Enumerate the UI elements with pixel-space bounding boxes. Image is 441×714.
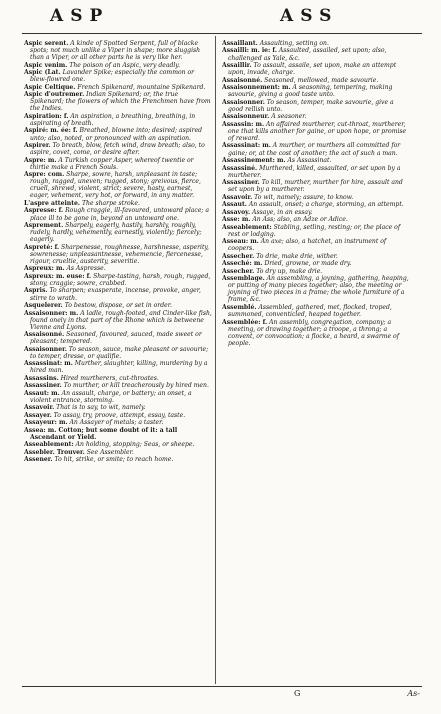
entry-definition: See Assembler. xyxy=(86,448,134,456)
entry-headword: Assassinement: m. xyxy=(222,157,286,165)
entry-definition: Lavander Spike; especially the common or blew-flowred one. xyxy=(30,69,195,84)
entry-headword: Asquelerer. xyxy=(24,302,63,310)
signature-mark: G xyxy=(294,689,301,698)
entry-headword: Assaut: m. xyxy=(24,389,60,397)
entry-definition: A ladle, rough-footed, and Cinder-like fish, found onely in that part of the Rhone which is betweene Vienne and Lyons. xyxy=(30,309,212,331)
dictionary-entry xyxy=(24,287,212,301)
entry-definition: An assembly, congregation, company; a meeting, or drawing together; a troope, a throng; a convent, or convocation; a flocke, a heard, a swarme of people. xyxy=(228,318,399,347)
entry-headword: Aspiration: f. xyxy=(24,112,69,120)
entry-headword: Assassiné. xyxy=(222,164,258,172)
entry-headword: Assemblé. xyxy=(222,303,257,311)
entry-definition: An axe; also, a hatchet, an instrument of coopers. xyxy=(228,238,387,253)
running-header xyxy=(22,6,422,32)
dictionary-entry xyxy=(222,99,410,113)
dictionary-entry xyxy=(24,456,212,463)
entry-definition: Dried, growne, or made dry. xyxy=(264,260,352,268)
entry-headword: Assener. xyxy=(24,456,53,464)
dictionary-entry xyxy=(222,260,410,267)
entry-definition: An Ass; also, an Adze or Adice. xyxy=(252,216,348,224)
entry-definition: To assay, try, proove, attempt, essay, taste. xyxy=(53,411,186,419)
entry-definition: An assault, charge, or battery; an onset, a violent entrance, storming. xyxy=(30,389,192,404)
entry-headword: Aspic d'outremer. xyxy=(24,91,85,99)
dictionary-entry xyxy=(222,201,410,208)
entry-definition: The poison of an Aspic, very deadly. xyxy=(69,61,180,69)
entry-definition: A kinde of Spotted Serpent, full of blacke spots; not much unlike a Viper in shape; more sluggish than a Viper, or all other parts he is very like her. xyxy=(30,40,201,62)
dictionary-entry xyxy=(24,142,212,156)
entry-headword: Aspreux: m. xyxy=(24,265,65,273)
entry-definition: Seasoned, favoured, sauced, made sweet or pleasant; tempered. xyxy=(30,331,202,346)
entry-definition: Hired murtherers, cut-throates. xyxy=(60,374,159,382)
entry-headword: Aspre: com. xyxy=(24,171,65,179)
entry-definition: Seasoned, mellowed, made savourie. xyxy=(264,76,379,84)
entry-headword: Aspreux: m. euse: f. xyxy=(24,272,92,280)
entry-headword: Assebler. Trouver. xyxy=(24,448,85,456)
entry-headword: Assemblée: f. xyxy=(222,318,268,326)
right-column xyxy=(222,40,410,682)
entry-headword: Assaisonneur. xyxy=(222,113,270,121)
dictionary-entry xyxy=(222,275,410,303)
header-left: ASP xyxy=(50,6,110,26)
entry-headword: Asprement. xyxy=(24,222,64,230)
entry-definition: Sharpe-tasting, harsh, rough, rugged, stony, craggie; sowre, crabbed. xyxy=(30,272,211,287)
entry-headword: Assassin: m. xyxy=(222,120,265,128)
entry-definition: Murther, slaughter, killing, murdering by a hired man. xyxy=(30,360,208,375)
dictionary-entry xyxy=(24,412,212,419)
header-rule xyxy=(22,33,422,34)
dictionary-entry xyxy=(24,390,212,404)
dictionary-entry xyxy=(222,77,410,84)
entry-headword: Assayeur: m. xyxy=(24,419,68,427)
entry-headword: Asse: m. xyxy=(222,216,251,224)
entry-definition: To bestow, dispose, or set in order. xyxy=(64,302,172,310)
dictionary-entry xyxy=(24,346,212,360)
entry-definition: Assaulted, assailed, set upon; also, challenged as Yale, &c. xyxy=(228,47,387,62)
entry-headword: Aspic venim. xyxy=(24,61,68,69)
dictionary-entry xyxy=(24,113,212,127)
entry-definition: To breath, blow, fetch wind, draw breath; also, to aspire, covet, come, or desire after. xyxy=(30,142,205,157)
dictionary-entry xyxy=(222,224,410,238)
dictionary-entry xyxy=(24,200,212,207)
entry-headword: Assaisonné. xyxy=(24,331,65,339)
entry-definition: A murther, or murthers all committed for gaine; or, at the cost of another; the act of such a man. xyxy=(228,142,401,157)
entry-headword: Assavoir. xyxy=(222,193,253,201)
dictionary-entry xyxy=(24,441,212,448)
entry-headword: Aspresse: f. xyxy=(24,207,64,215)
dictionary-entry xyxy=(24,375,212,382)
dictionary-entry xyxy=(222,268,410,275)
entry-headword: Aspre: m. xyxy=(24,156,57,164)
dictionary-entry xyxy=(24,273,212,287)
dictionary-entry xyxy=(24,62,212,69)
dictionary-entry xyxy=(222,304,410,318)
entry-headword: Aspreté: f. xyxy=(24,243,60,251)
dictionary-entry xyxy=(222,157,410,164)
dictionary-entry xyxy=(24,265,212,272)
entry-definition: Sharpe, sowre, harsh, unpleasant in taste; rough, ragged, uneven; rugged, stony; greivous, fierce, cruell, shrewd, violent, strict; severe, hasty, earnest, eager, vehement, very hot, or forward, in any matter. xyxy=(30,171,201,200)
entry-headword: Aspic Celtique. xyxy=(24,83,76,91)
entry-definition: To wit, namely; assure, to know. xyxy=(254,193,354,201)
entry-definition: An affaired murtherer, cut-throat, murtherer, one that kills another for gaine, or upon hope, or promise of reward. xyxy=(228,120,407,142)
dictionary-entry xyxy=(24,302,212,309)
dictionary-entry xyxy=(24,331,212,345)
left-column xyxy=(24,40,212,682)
entry-headword: Assaillant. xyxy=(222,40,258,47)
page-footer xyxy=(22,689,422,703)
entry-headword: Aspris. xyxy=(24,287,48,295)
entry-headword: Assassins. xyxy=(24,374,59,382)
entry-headword: Assemblage. xyxy=(222,275,265,283)
header-right: ASS xyxy=(280,6,339,26)
entry-headword: Assailli: m. ie: f. xyxy=(222,47,277,55)
dictionary-entry xyxy=(24,244,212,265)
entry-definition: Assaye, in an essay. xyxy=(252,208,313,216)
entry-definition: Murthered, killed, assaulted, or set upon by a murtherer. xyxy=(228,164,401,179)
dictionary-entry xyxy=(24,157,212,171)
entry-definition: Breathed, blowne into; desired; aspired unto; also, noted, or pronounced with an aspiration. xyxy=(30,127,203,142)
entry-definition: An assembling, a joyning, gathering, heaping, or putting of many pieces together; also, the meeting or joyning of two pieces in a frame; the whole furniture of a frame, &c. xyxy=(228,275,409,304)
entry-headword: Asseché: m. xyxy=(222,260,263,268)
entry-definition: The sharpe stroke. xyxy=(81,199,140,207)
entry-headword: Assaisonnement: m. xyxy=(222,84,291,92)
entry-headword: Aspirer. xyxy=(24,142,51,150)
entry-definition: Sharpenesse, roughnesse, harshnesse, asperity, sowrenesse; unpleasantnesse, vehemencie, fiercenesse, rigour, crueltie, austerity, severitie. xyxy=(30,243,209,265)
entry-headword: Assaut. xyxy=(222,201,247,209)
entry-definition: A seasoning, tempering, making savourie, giving a good taste unto. xyxy=(228,84,393,99)
dictionary-entry xyxy=(222,62,410,76)
dictionary-entry xyxy=(24,40,212,61)
column-divider xyxy=(215,36,216,684)
dictionary-entry xyxy=(24,84,212,91)
entry-definition: An aspiration, a breathing, breathing, in aspirating of breath. xyxy=(30,112,196,127)
dictionary-entry xyxy=(24,419,212,426)
dictionary-entry xyxy=(24,360,212,374)
dictionary-entry xyxy=(222,165,410,179)
entry-definition: To season, temper, make savourie, give a good rellish unto. xyxy=(228,98,394,113)
entry-headword: Aspic serent. xyxy=(24,40,69,47)
dictionary-entry xyxy=(24,449,212,456)
dictionary-entry xyxy=(222,319,410,347)
dictionary-entry xyxy=(24,207,212,221)
entry-definition: That is to say, to wit, namely. xyxy=(56,404,146,412)
dictionary-entry xyxy=(222,194,410,201)
entry-headword: Asseablement: xyxy=(24,441,74,449)
entry-headword: Assaillir. xyxy=(222,62,252,70)
dictionary-entry xyxy=(222,209,410,216)
entry-headword: Aspic (Lat. xyxy=(24,69,61,77)
entry-headword: Assavoy. xyxy=(222,208,251,216)
entry-definition: To season, sauce, make pleasant or savourie; to temper, dresse, or qualifie. xyxy=(30,345,209,360)
entry-definition: An holding, stopping; Seas, or sheepe. xyxy=(75,441,195,449)
dictionary-entry xyxy=(222,142,410,156)
dictionary-entry xyxy=(222,253,410,260)
entry-headword: Assassinat: m. xyxy=(24,360,73,368)
dictionary-entry xyxy=(24,127,212,141)
entry-headword: Assaisonné. xyxy=(222,76,263,84)
catchword: As- xyxy=(407,689,420,698)
entry-headword: Assassiner. xyxy=(222,179,260,187)
entry-headword: Assea: m. Cotton; but some doubt of it: a tall Ascendant or Yield. xyxy=(24,426,178,441)
dictionary-entry xyxy=(222,179,410,193)
entry-definition: To kill, murther, murther for hire, assault and set upon by a murtherer. xyxy=(228,179,403,194)
entry-definition: Stabling, setling, resting; or, the place of rest or lodging. xyxy=(228,223,401,238)
entry-headword: Assaisonner. xyxy=(222,98,265,106)
entry-headword: Assaisonner: m. xyxy=(24,309,79,317)
entry-definition: As Assassinat. xyxy=(287,157,332,165)
entry-headword: Assecher. xyxy=(222,267,255,275)
entry-definition: A seasoner. xyxy=(271,113,307,121)
dictionary-entry xyxy=(24,171,212,199)
entry-definition: To hit, strike, or smite; to reach home. xyxy=(54,456,174,464)
dictionary-entry xyxy=(24,404,212,411)
entry-definition: Indian Spikenard; or, the true Spikenard; the flowers of which the Frenchmen have from the Indies. xyxy=(30,91,211,113)
dictionary-entry xyxy=(222,238,410,252)
entry-definition: Rough craggie, ill-favoured, untoward place; a place ill to be gone in, beyond an untoward one. xyxy=(30,207,210,222)
dictionary-entry xyxy=(24,427,212,441)
entry-headword: Assayer. xyxy=(24,411,52,419)
entry-definition: An assault, onset; a charge, storming, an attempt. xyxy=(248,201,404,209)
dictionary-entry xyxy=(222,113,410,120)
dictionary-entry xyxy=(222,84,410,98)
entry-headword: Assecher. xyxy=(222,252,255,260)
entry-headword: Assassiner. xyxy=(24,382,62,390)
entry-headword: Assassinat: m. xyxy=(222,142,271,150)
dictionary-entry xyxy=(24,91,212,112)
entry-headword: Asseablement: xyxy=(222,223,272,231)
dictionary-entry xyxy=(24,382,212,389)
entry-definition: To assault, assaile, set upon, make an attempt upon, invade, charge. xyxy=(228,62,397,77)
dictionary-entry xyxy=(222,40,410,47)
entry-definition: To murther, or kill treacherously by hired men. xyxy=(63,382,209,390)
dictionary-entry xyxy=(222,121,410,142)
dictionary-entry xyxy=(24,310,212,331)
dictionary-entry xyxy=(222,47,410,61)
entry-headword: L'aspre atteinte. xyxy=(24,199,81,207)
entry-definition: A Turkish copper Asper, whereof twentie or thirtie make a French Souls. xyxy=(30,156,194,171)
dictionary-entry xyxy=(24,69,212,83)
entry-definition: To dry up, make drie. xyxy=(256,267,323,275)
dictionary-entry xyxy=(222,216,410,223)
entry-definition: To sharpen; exasperate, incense, provoke, anger, stirre to wrath. xyxy=(30,287,201,302)
footer-rule xyxy=(22,686,422,687)
entry-definition: Assembled, gathered, met, flocked, troped, summoned, conventicled, heaped together. xyxy=(228,303,392,319)
entry-definition: Assaulting, setting on. xyxy=(259,40,329,47)
entry-definition: Sharpely, eagerly, hastily, harshly, roughly, rudely, hardly, vehemently, earnestly, violently; fiercely; eagerly. xyxy=(30,222,202,244)
entry-definition: French Spikenard, mountaine Spikenard. xyxy=(77,83,206,91)
entry-headword: Asseau: m. xyxy=(222,238,259,246)
entry-headword: Aspiré: m. ée: f. xyxy=(24,127,78,135)
entry-definition: To drie, make drie, wither. xyxy=(256,252,338,260)
entry-definition: As Aspresse. xyxy=(66,265,106,273)
entry-headword: Assavoir. xyxy=(24,404,55,412)
entry-definition: An Assayer of metals; a taster. xyxy=(69,419,164,427)
dictionary-entry xyxy=(24,222,212,243)
entry-headword: Assaisonner. xyxy=(24,345,67,353)
